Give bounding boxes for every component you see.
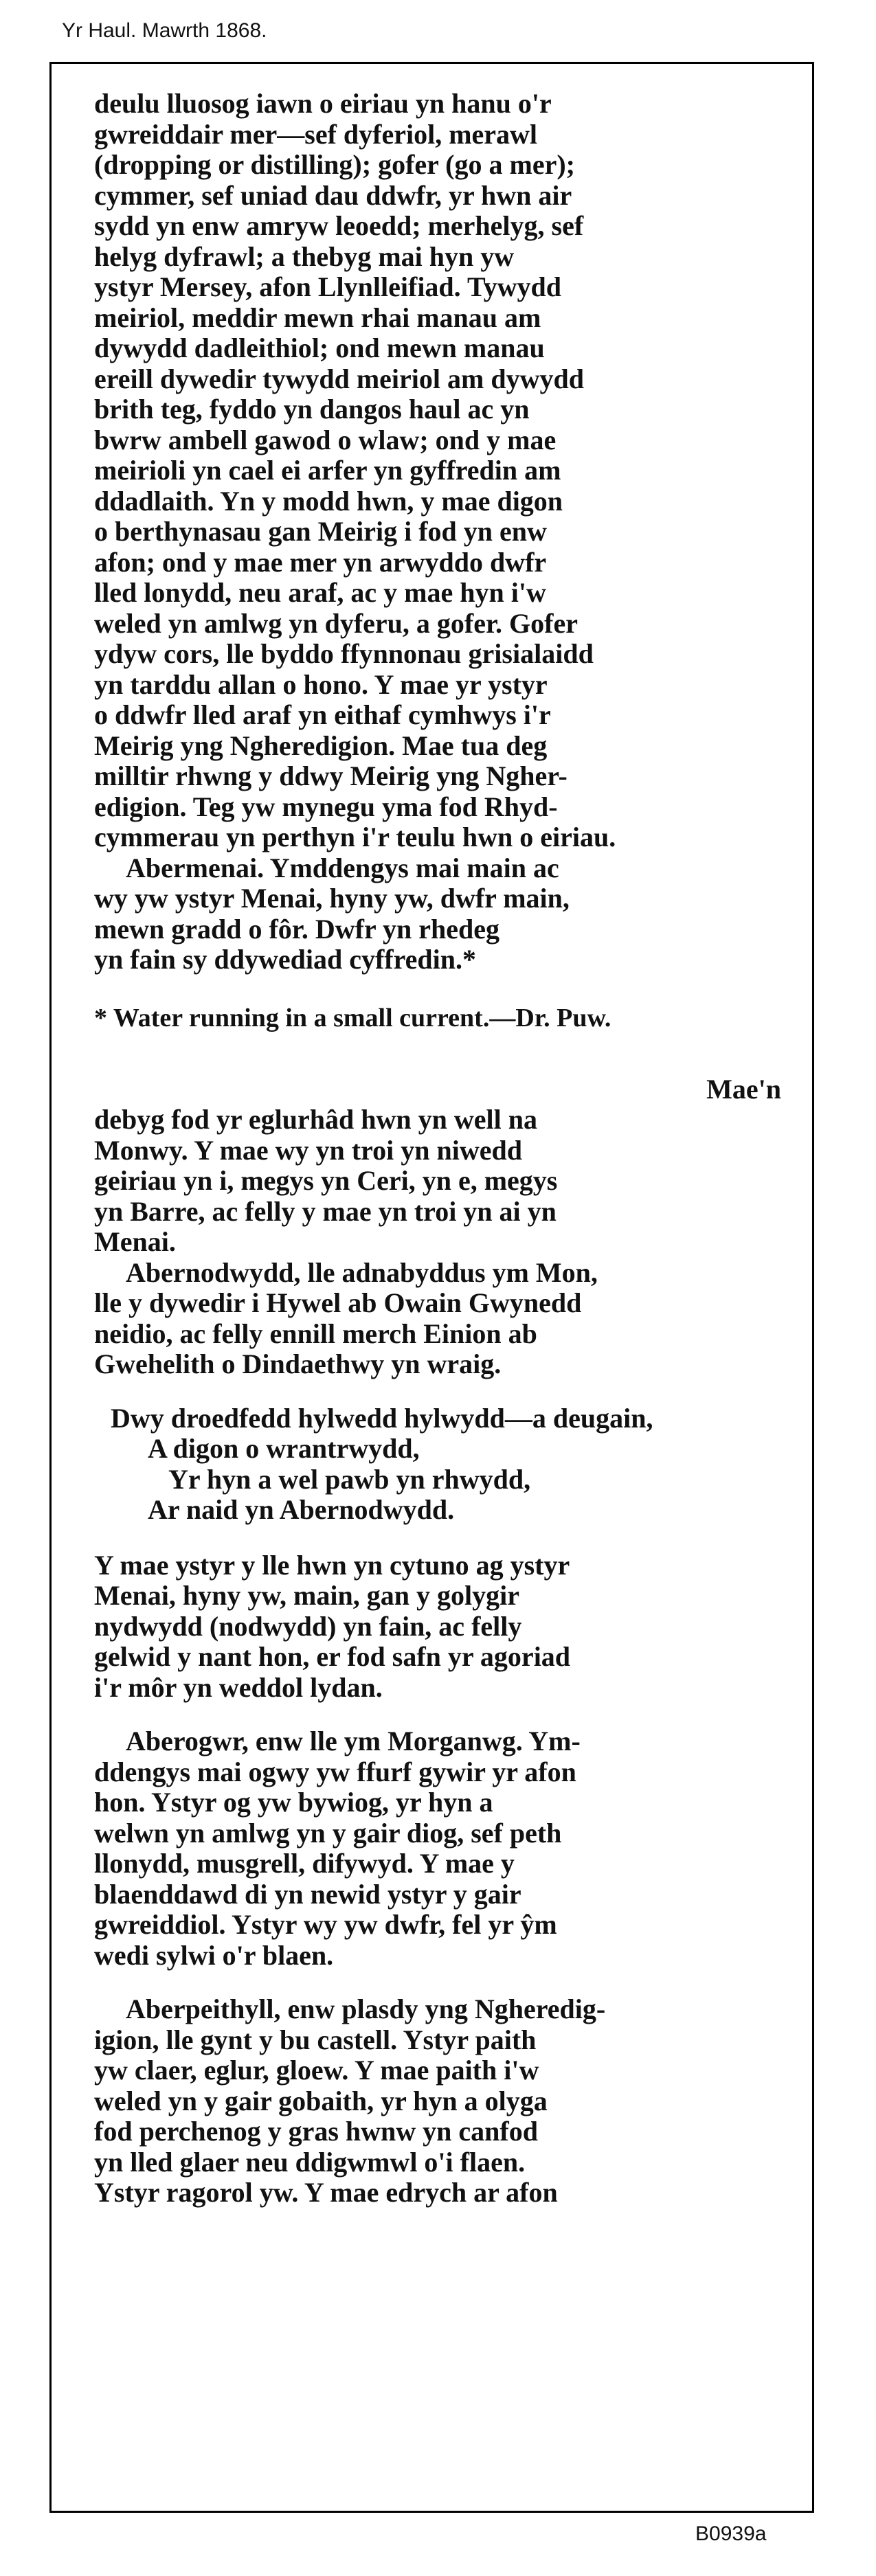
text-line: yn tarddu allan o hono. Y mae yr ystyr bbox=[94, 668, 548, 700]
text-line: afon; ond y mae mer yn arwyddo dwfr bbox=[94, 546, 547, 578]
text-line: Mae'n bbox=[706, 1073, 781, 1105]
text-line: sydd yn enw amryw leoedd; merhelyg, sef bbox=[94, 210, 584, 241]
paragraph-aberpeithyll bbox=[94, 1994, 781, 2208]
text-line: Menai, hyny yw, main, gan y golygir bbox=[94, 1580, 519, 1611]
text-line: ereill dywedir tywydd meiriol am dywydd bbox=[94, 363, 584, 394]
text-line: weled yn y gair gobaith, yr hyn a olyga bbox=[94, 2085, 548, 2116]
paragraph-meaning-main bbox=[94, 1550, 781, 1704]
text-line: neidio, ac felly ennill merch Einion ab bbox=[94, 1318, 537, 1349]
document-body bbox=[94, 89, 781, 2208]
scanned-page-frame bbox=[49, 62, 814, 2513]
text-line: nydwydd (nodwydd) yn fain, ac felly bbox=[94, 1610, 522, 1642]
paragraph-abermenai bbox=[94, 853, 781, 975]
footnote-text: * Water running in a small current.—Dr. Puw. bbox=[94, 1003, 611, 1032]
text-line: yn lled glaer neu ddigwmwl o'i flaen. bbox=[94, 2146, 526, 2178]
text-line: o berthynasau gan Meirig i fod yn enw bbox=[94, 516, 547, 547]
text-line: Gwehelith o Dindaethwy yn wraig. bbox=[94, 1348, 502, 1379]
text-line: Abermenai. Ymddengys mai main ac bbox=[126, 852, 559, 883]
paragraph-mer-etymology bbox=[94, 89, 781, 853]
text-line: lle y dywedir i Hywel ab Owain Gwynedd bbox=[94, 1287, 582, 1318]
text-line: ddadlaith. Yn y modd hwn, y mae digon bbox=[94, 485, 563, 517]
text-line: hon. Ystyr og yw bywiog, yr hyn a bbox=[94, 1787, 493, 1818]
text-line: helyg dyfrawl; a thebyg mai hyn yw bbox=[94, 240, 515, 272]
text-line: dywydd dadleithiol; ond mewn manau bbox=[94, 332, 545, 363]
text-line: igion, lle gynt y bu castell. Ystyr paith bbox=[94, 2024, 537, 2055]
text-line: gelwid y nant hon, er fod safn yr agoriad bbox=[94, 1641, 571, 1672]
text-line: yn fain sy ddywediad cyffredin.* bbox=[94, 944, 477, 975]
text-line: i'r môr yn weddol lydan. bbox=[94, 1671, 383, 1703]
poem-line: Ar naid yn Abernodwydd. bbox=[148, 1494, 455, 1525]
text-line: o ddwfr lled araf yn eithaf cymhwys i'r bbox=[94, 699, 551, 730]
text-line: milltir rhwng y ddwy Meirig yng Ngher- bbox=[94, 760, 568, 791]
poem-line: Yr hyn a wel pawb yn rhwydd, bbox=[168, 1463, 531, 1495]
paragraph-monwy bbox=[94, 1074, 781, 1258]
text-line: Ystyr ragorol yw. Y mae edrych ar afon bbox=[94, 2177, 558, 2208]
text-line: deulu lluosog iawn o eiriau yn hanu o'r bbox=[94, 88, 552, 119]
text-line: meirioli yn cael ei arfer yn gyffredin am bbox=[94, 455, 561, 486]
text-line: bwrw ambell gawod o wlaw; ond y mae bbox=[94, 424, 557, 455]
text-line: gwreiddiol. Ystyr wy yw dwfr, fel yr ŷm bbox=[94, 1909, 557, 1940]
page-header-title: Yr Haul. Mawrth 1868. bbox=[62, 19, 267, 42]
text-line: (dropping or distilling); gofer (go a mer); bbox=[94, 149, 575, 180]
text-line: welwn yn amlwg yn y gair diog, sef peth bbox=[94, 1817, 562, 1849]
text-line: wedi sylwi o'r blaen. bbox=[94, 1939, 334, 1971]
text-line: yw claer, eglur, gloew. Y mae paith i'w bbox=[94, 2055, 539, 2086]
paragraph-abernodwydd bbox=[94, 1258, 781, 1380]
text-line: wy yw ystyr Menai, hyny yw, dwfr main, bbox=[94, 883, 570, 914]
text-line: weled yn amlwg yn dyferu, a gofer. Gofer bbox=[94, 607, 578, 639]
text-line: Menai. bbox=[94, 1226, 176, 1257]
text-line: Aberpeithyll, enw plasdy yng Ngheredig- bbox=[126, 1993, 606, 2024]
text-line: edigion. Teg yw mynegu yma fod Rhyd- bbox=[94, 791, 558, 822]
poem-line: Dwy droedfedd hylwedd hylwydd—a deugain, bbox=[111, 1402, 653, 1434]
text-line: cymmer, sef uniad dau ddwfr, yr hwn air bbox=[94, 179, 572, 211]
text-line: debyg fod yr eglurhâd hwn yn well na bbox=[94, 1104, 537, 1135]
text-line: Y mae ystyr y lle hwn yn cytuno ag ystyr bbox=[94, 1549, 570, 1581]
footnote bbox=[94, 1003, 781, 1033]
poem-line: A digon o wrantrwydd, bbox=[148, 1433, 420, 1464]
text-line: lled lonydd, neu araf, ac y mae hyn i'w bbox=[94, 577, 546, 608]
text-line: Abernodwydd, lle adnabyddus ym Mon, bbox=[126, 1256, 598, 1288]
text-line: fod perchenog y gras hwnw yn canfod bbox=[94, 2116, 538, 2147]
text-line: geiriau yn i, megys yn Ceri, yn e, megys bbox=[94, 1165, 558, 1196]
text-line: Aberogwr, enw lle ym Morganwg. Ym- bbox=[126, 1726, 581, 1756]
text-line: ystyr Mersey, afon Llynlleifiad. Tywydd bbox=[94, 271, 562, 302]
text-line: Meirig yng Ngheredigion. Mae tua deg bbox=[94, 730, 548, 761]
paragraph-aberogwr bbox=[94, 1726, 781, 1971]
text-line: cymmerau yn perthyn i'r teulu hwn o eiriau. bbox=[94, 822, 616, 852]
text-line: blaenddawd di yn newid ystyr y gair bbox=[94, 1878, 521, 1910]
text-line: meiriol, meddir mewn rhai manau am bbox=[94, 302, 541, 333]
text-line: brith teg, fyddo yn dangos haul ac yn bbox=[94, 394, 530, 425]
text-line: mewn gradd o fôr. Dwfr yn rhedeg bbox=[94, 913, 499, 945]
text-line: ddengys mai ogwy yw ffurf gywir yr afon bbox=[94, 1756, 576, 1787]
archive-reference-code: B0939a bbox=[695, 2522, 767, 2545]
text-line: yn Barre, ac felly y mae yn troi yn ai yn bbox=[94, 1195, 557, 1227]
text-line: llonydd, musgrell, difywyd. Y mae y bbox=[94, 1848, 515, 1879]
text-line: Monwy. Y mae wy yn troi yn niwedd bbox=[94, 1134, 523, 1166]
text-line: ydyw cors, lle byddo ffynnonau grisialaidd bbox=[94, 638, 594, 669]
poem-stanza bbox=[94, 1403, 781, 1526]
text-line: gwreiddair mer—sef dyferiol, merawl bbox=[94, 118, 538, 150]
